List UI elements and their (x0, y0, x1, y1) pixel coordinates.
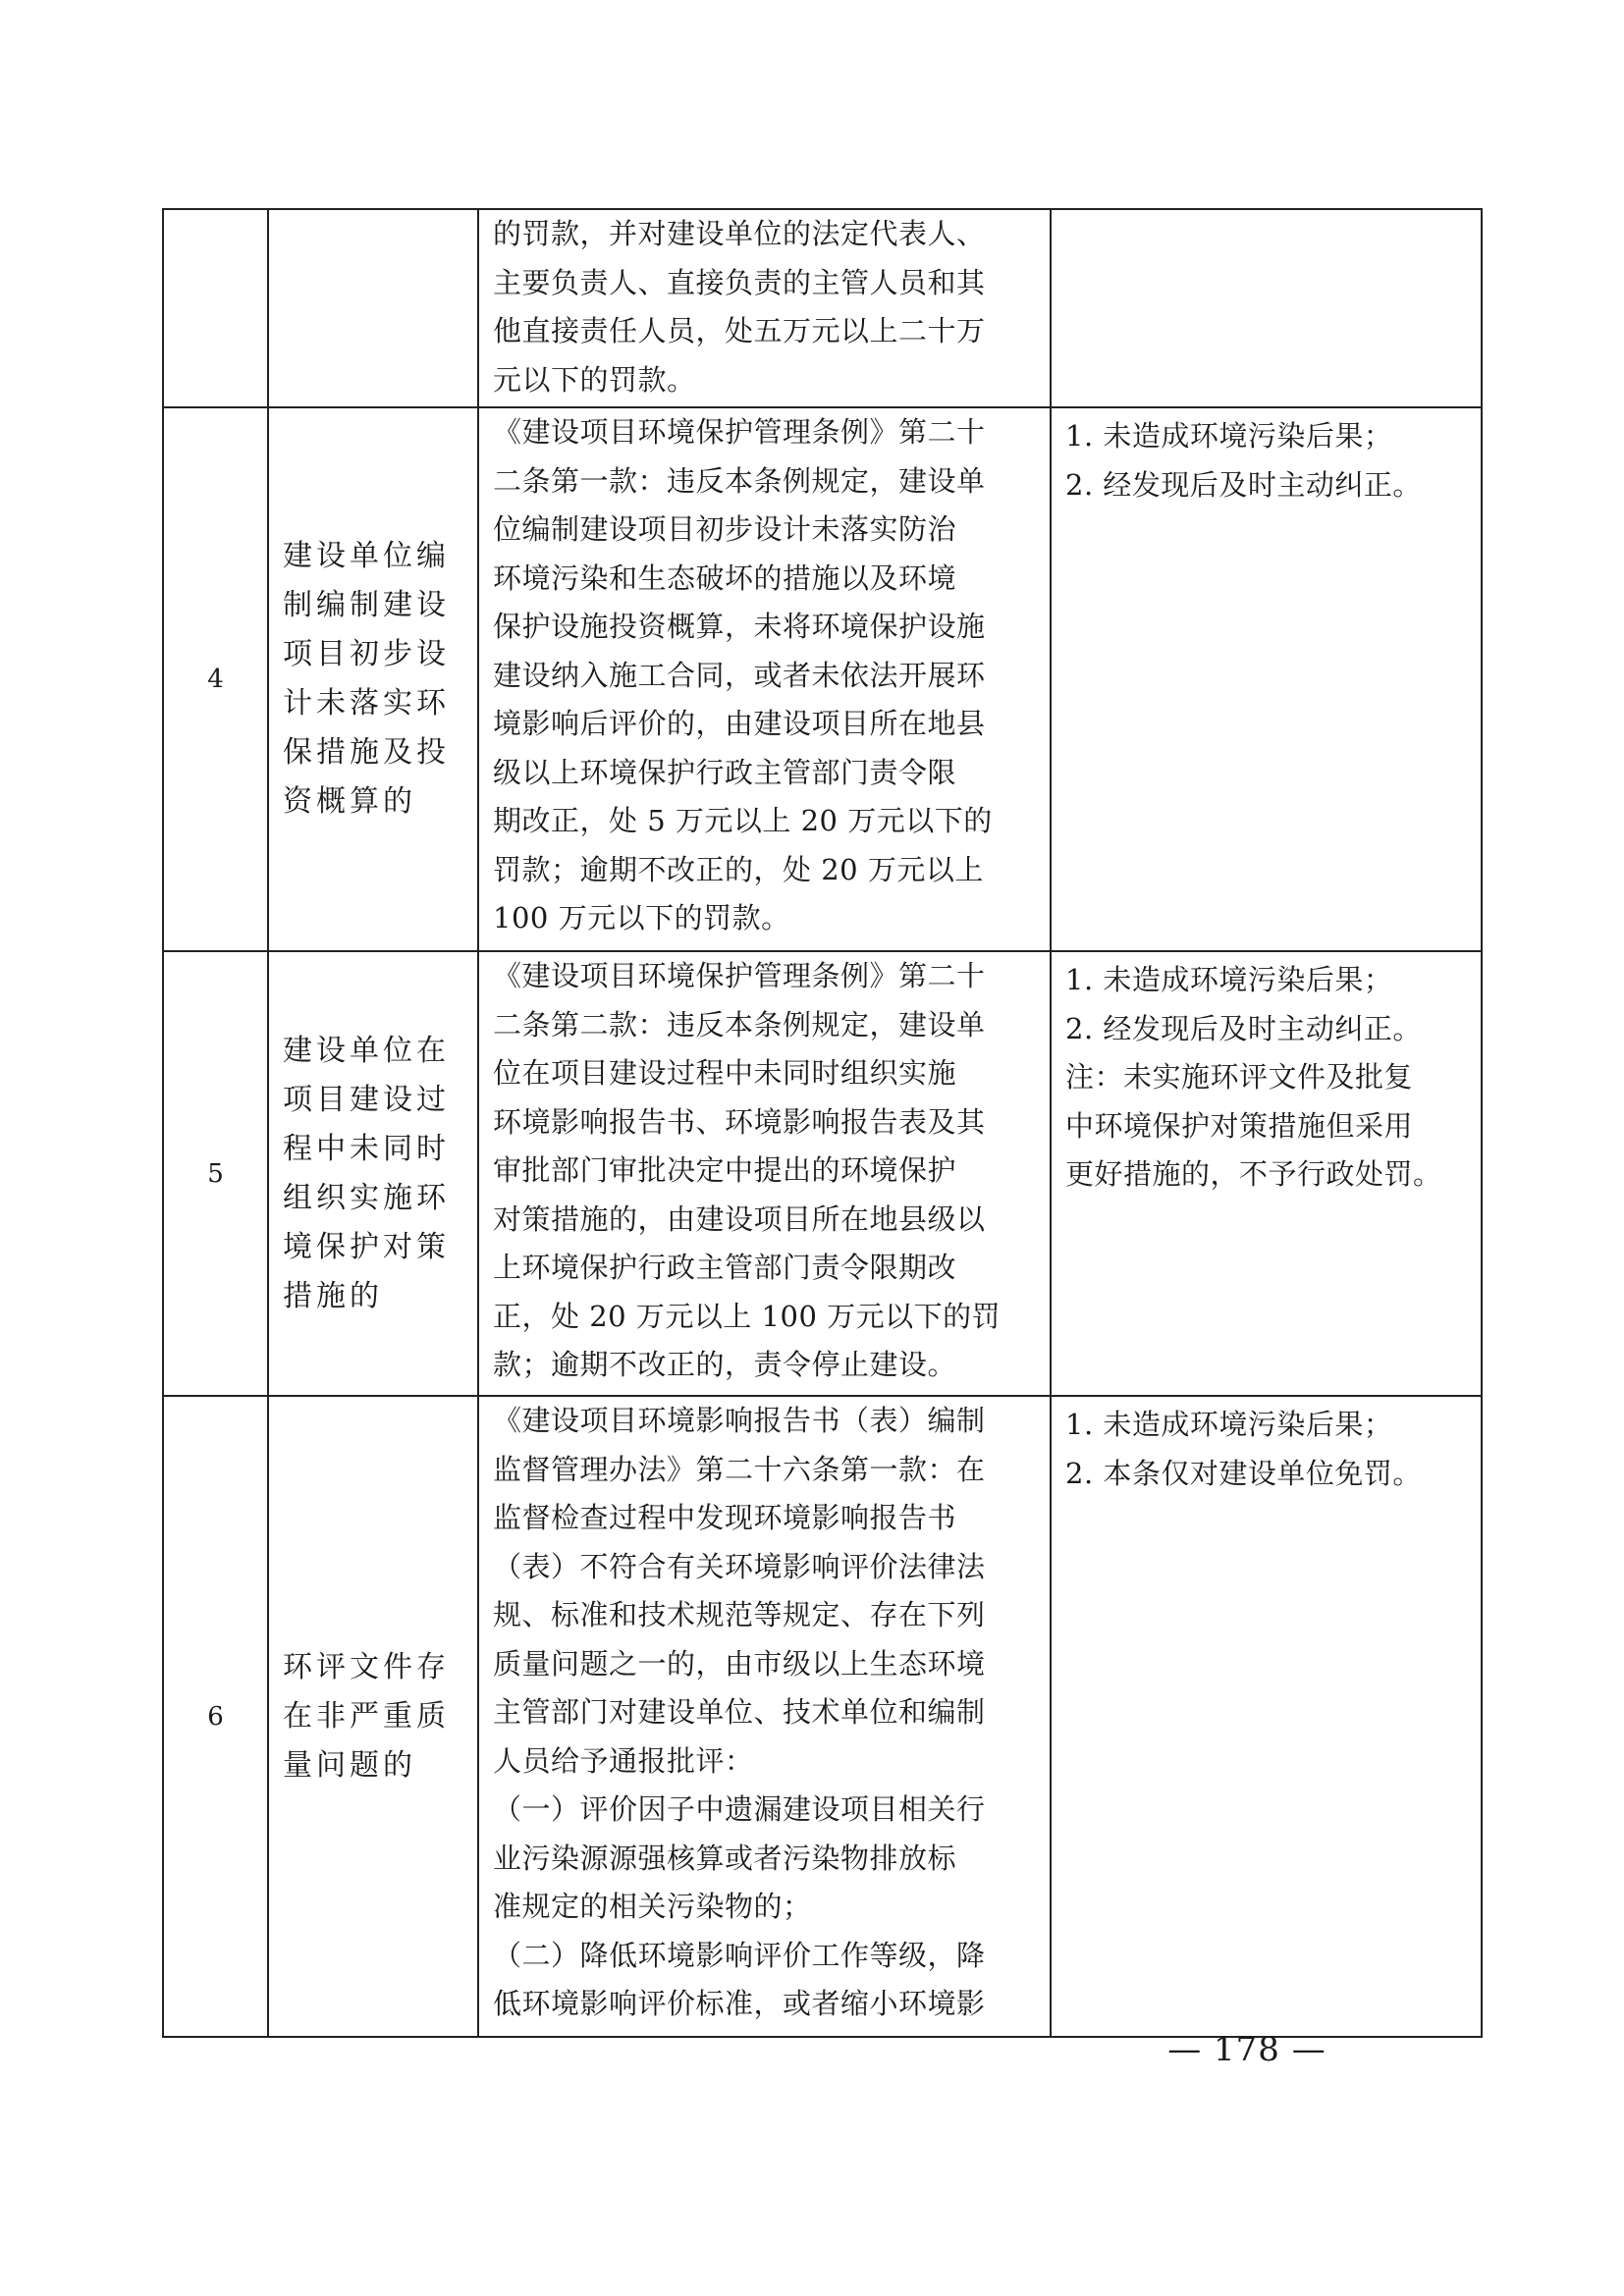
table-row (163, 407, 1482, 951)
row-number-cell (163, 209, 268, 407)
condition-item: 1. 未造成环境污染后果； (1065, 1408, 1393, 1441)
condition-item: 1. 未造成环境污染后果； (1065, 419, 1393, 453)
table-row (163, 951, 1482, 1396)
exemption-conditions-cell (1051, 407, 1482, 951)
condition-item: 2. 本条仅对建设单位免罚。 (1065, 1456, 1422, 1490)
table-row (163, 209, 1482, 407)
row-number: 6 (207, 1701, 224, 1732)
exemption-conditions-list (1052, 1397, 1481, 1498)
exemption-conditions-list (1052, 210, 1481, 214)
row-number-cell (163, 951, 268, 1396)
violation-item-text: 环评文件存 在非严重质 量问题的 (283, 1649, 450, 1783)
legal-basis-text: 的罚款，并对建设单位的法定代表人、 主要负责人、直接负责的主管人员和其 他直接责任人员，处五万元以上二十万 元以下的罚款。 (493, 217, 986, 397)
legal-basis-cell (478, 209, 1051, 407)
legal-basis-cell (478, 1396, 1051, 2037)
legal-basis-cell (478, 951, 1051, 1396)
row-number: 5 (207, 1158, 224, 1189)
exemption-conditions-cell (1051, 209, 1482, 407)
violation-item-cell (268, 951, 478, 1396)
condition-item: 1. 未造成环境污染后果； (1065, 963, 1393, 996)
table-row (163, 1396, 1482, 2037)
condition-item: 2. 经发现后及时主动纠正。 (1065, 467, 1422, 502)
exemption-conditions-list (1052, 408, 1481, 509)
legal-basis-text: 《建设项目环境影响报告书（表）编制 监督管理办法》第二十六条第一款：在 监督检查过程中发现环境影响报告书 （表）不符合有关环境影响评价法律法 规、标准和技术规范等规定、存在下列 质量问题之一的，由市级以上生态环境 主管部门对建设单位、技术单位和编制 人员给予通报批评： （一）评价因子中遗漏建设项目相关行 业污染源源强核算或者污染物排放标 准规定的相关污染物的； （二）降低环境影响评价工作等级，降 低环境影响评价标准，或者缩小环境影 (493, 1404, 986, 2020)
page-number: — 178 — (1167, 2030, 1326, 2069)
violation-item-cell (268, 1396, 478, 2037)
violation-item-cell (268, 209, 478, 407)
row-number-cell (163, 1396, 268, 2037)
table-body (163, 209, 1482, 2037)
row-number-cell (163, 407, 268, 951)
penalty-exemption-table (162, 208, 1483, 2038)
condition-item: 2. 经发现后及时主动纠正。 (1065, 1011, 1422, 1045)
condition-note: 注：未实施环评文件及批复 中环境保护对策措施但采用 更好措施的，不予行政处罚。 (1065, 1060, 1442, 1191)
exemption-conditions-list (1052, 952, 1481, 1200)
row-number: 4 (207, 665, 224, 694)
violation-item-text: 建设单位编 制编制建设 项目初步设 计未落实环 保措施及投 资概算的 (283, 539, 450, 819)
exemption-conditions-cell (1051, 951, 1482, 1396)
legal-basis-text: 《建设项目环境保护管理条例》第二十 二条第一款：违反本条例规定，建设单 位编制建设项目初步设计未落实防治 环境污染和生态破坏的措施以及环境 保护设施投资概算，未将环境保护设施 建设纳入施工合同，或者未依法开展环 境影响后评价的，由建设项目所在地县 级以上环境保护行政主管部门责令限 期改正，处 5 万元以上 20 万元以下的 罚款；逾期不改正的，处 20 万元以上 100 万元以下的罚款。 (493, 415, 993, 934)
exemption-conditions-cell (1051, 1396, 1482, 2037)
violation-item-cell (268, 407, 478, 951)
violation-item-text: 建设单位在 项目建设过 程中未同时 组织实施环 境保护对策 措施的 (283, 1033, 450, 1313)
legal-basis-cell (478, 407, 1051, 951)
legal-basis-text: 《建设项目环境保护管理条例》第二十 二条第二款：违反本条例规定，建设单 位在项目建设过程中未同时组织实施 环境影响报告书、环境影响报告表及其 审批部门审批决定中提出的环境保护 对策措施的，由建设项目所在地县级以 上环境保护行政主管部门责令限期改 正，处 20 万元以上 100 万元以下的罚 款；逾期不改正的，责令停止建设。 (493, 959, 1001, 1381)
